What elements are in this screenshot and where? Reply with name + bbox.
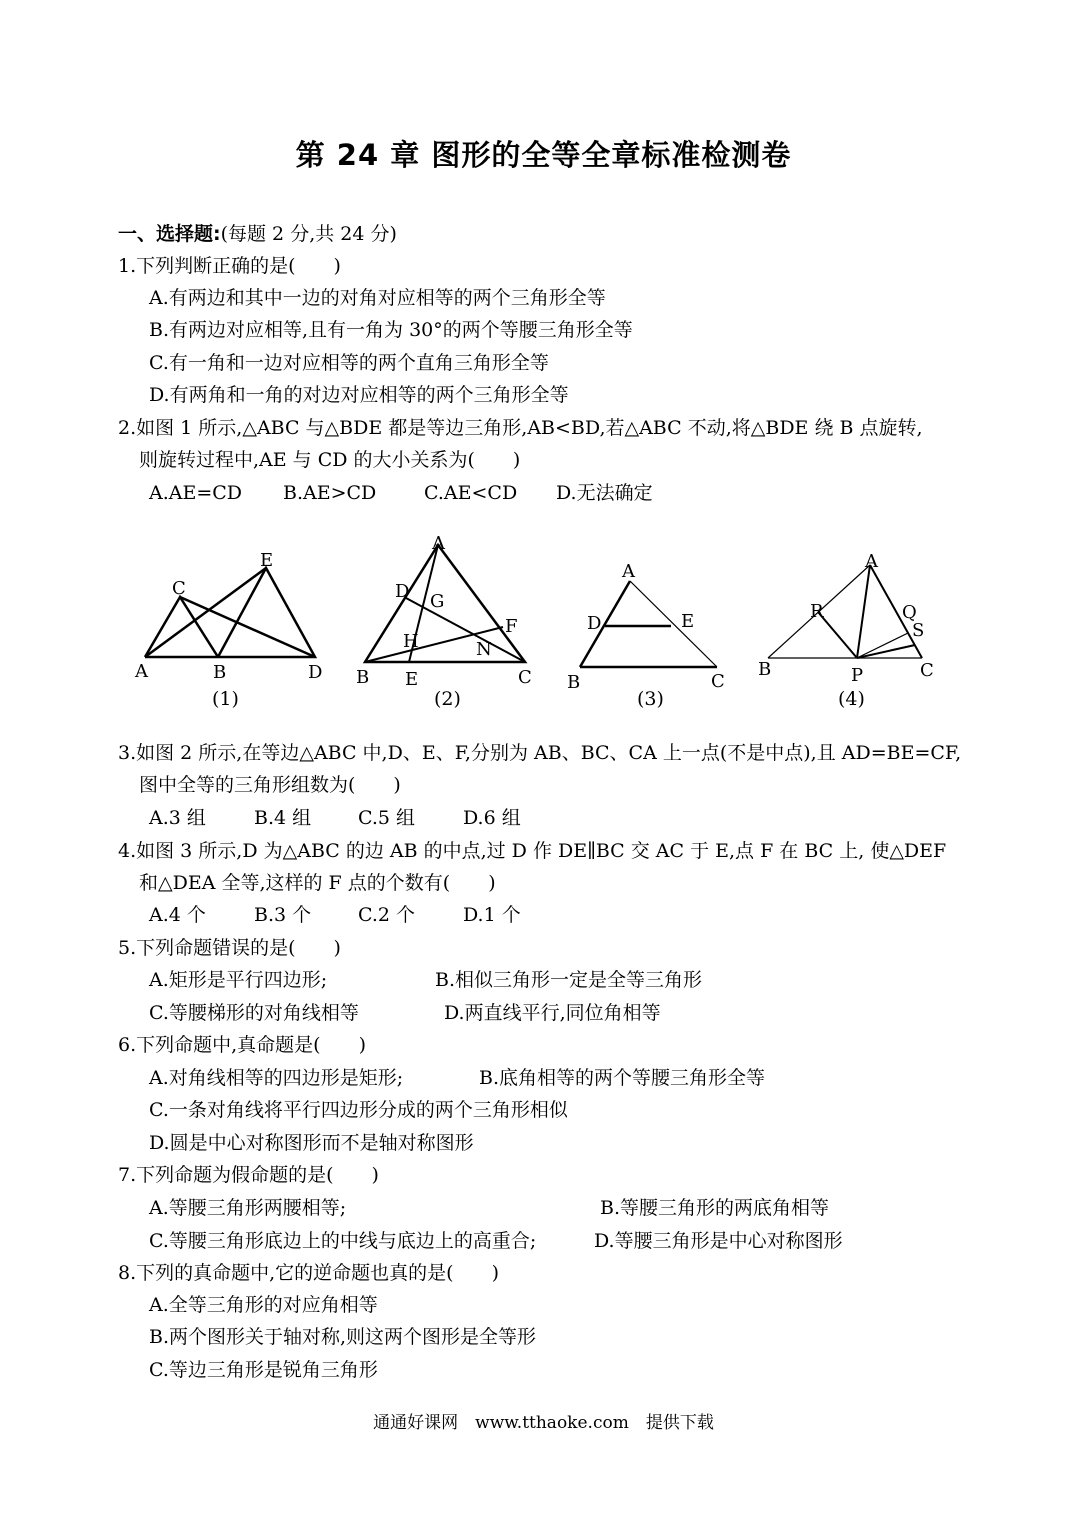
fig2-label-c: C — [518, 667, 532, 688]
fig3-label-c: C — [711, 671, 725, 692]
section-title: 一、选择题: — [118, 223, 221, 245]
figure-1-lines — [145, 568, 315, 657]
fig3-label-a: A — [622, 561, 635, 582]
fig4-label-b: B — [758, 659, 772, 680]
fig1-label-a: A — [135, 661, 148, 682]
q1-option-b: B.有两边对应相等,且有一角为 30°的两个等腰三角形全等 — [149, 319, 633, 341]
q5-option-c: C.等腰梯形的对角线相等 — [149, 1002, 359, 1024]
q2-stem-line1: 2.如图 1 所示,△ABC 与△BDE 都是等边三角形,AB<BD,若△ABC 不动,将△BDE 绕 B 点旋转, — [118, 417, 923, 439]
q5-option-b: B.相似三角形一定是全等三角形 — [435, 969, 703, 991]
q7-stem: 7.下列命题为假命题的是( ) — [118, 1164, 379, 1186]
fig4-label-c: C — [920, 660, 934, 681]
fig1-label-b: B — [213, 662, 227, 683]
q1-option-d: D.有两角和一角的对边对应相等的两个三角形全等 — [149, 384, 569, 406]
fig2-label-h: H — [403, 631, 419, 652]
section-heading — [118, 222, 397, 246]
q8-option-a: A.全等三角形的对应角相等 — [149, 1294, 378, 1316]
q7-option-a: A.等腰三角形两腰相等; — [149, 1197, 347, 1219]
fig3-label-e: E — [681, 611, 695, 632]
fig4-label-s: S — [912, 620, 925, 641]
figure-2-lines — [365, 545, 525, 662]
q4-option-b: B.3 个 — [254, 904, 312, 926]
q2-stem-line2: 则旋转过程中,AE 与 CD 的大小关系为( ) — [139, 449, 521, 471]
fig2-label-d: D — [395, 581, 410, 602]
q2-option-c: C.AE<CD — [424, 482, 518, 504]
q2-option-b: B.AE>CD — [283, 482, 377, 504]
q5-option-a: A.矩形是平行四边形; — [149, 969, 328, 991]
fig3-caption: (3) — [637, 688, 664, 710]
fig2-label-n: N — [476, 639, 492, 660]
q3-stem-line1: 3.如图 2 所示,在等边△ABC 中,D、E、F,分别为 AB、BC、CA 上一点(不是中点),且 AD=BE=CF, — [118, 742, 962, 764]
q5-stem: 5.下列命题错误的是( ) — [118, 937, 341, 959]
q4-option-d: D.1 个 — [463, 904, 521, 926]
q8-option-b: B.两个图形关于轴对称,则这两个图形是全等形 — [149, 1326, 537, 1348]
q4-stem-line1: 4.如图 3 所示,D 为△ABC 的边 AB 的中点,过 D 作 DE∥BC 交 AC 于 E,点 F 在 BC 上, 使△DEF — [118, 840, 947, 862]
fig2-caption: (2) — [434, 688, 461, 710]
q4-option-a: A.4 个 — [149, 904, 206, 926]
q6-option-b: B.底角相等的两个等腰三角形全等 — [479, 1067, 766, 1089]
fig1-label-c: C — [172, 578, 186, 599]
fig4-label-p: P — [851, 665, 864, 686]
fig1-label-e: E — [260, 550, 274, 571]
q1-stem: 1.下列判断正确的是( ) — [118, 255, 341, 277]
q6-option-d: D.圆是中心对称图形而不是轴对称图形 — [149, 1132, 474, 1154]
q2-option-d: D.无法确定 — [556, 482, 653, 504]
q6-stem: 6.下列命题中,真命题是( ) — [118, 1034, 366, 1056]
fig4-caption: (4) — [838, 688, 865, 710]
q7-option-d: D.等腰三角形是中心对称图形 — [594, 1230, 843, 1252]
figures-row — [120, 535, 960, 720]
fig2-label-a: A — [432, 535, 445, 554]
q4-stem-line2: 和△DEA 全等,这样的 F 点的个数有( ) — [139, 872, 496, 894]
fig3-label-b: B — [567, 672, 581, 693]
q6-option-c: C.一条对角线将平行四边形分成的两个三角形相似 — [149, 1099, 568, 1121]
fig1-label-d: D — [308, 662, 323, 683]
fig4-label-a: A — [865, 551, 878, 572]
fig3-label-d: D — [587, 613, 602, 634]
q8-stem: 8.下列的真命题中,它的逆命题也真的是( ) — [118, 1262, 499, 1284]
fig1-caption: (1) — [212, 688, 239, 710]
q1-option-a: A.有两边和其中一边的对角对应相等的两个三角形全等 — [149, 287, 606, 309]
q7-option-c: C.等腰三角形底边上的中线与底边上的高重合; — [149, 1230, 537, 1252]
page-title: 第 24 章 图形的全等全章标准检测卷 — [295, 138, 792, 172]
q6-option-a: A.对角线相等的四边形是矩形; — [149, 1067, 404, 1089]
q3-option-d: D.6 组 — [463, 807, 521, 829]
q7-option-b: B.等腰三角形的两底角相等 — [600, 1197, 830, 1219]
q3-option-a: A.3 组 — [149, 807, 206, 829]
fig2-label-g: G — [430, 591, 445, 612]
q3-option-c: C.5 组 — [358, 807, 416, 829]
fig2-label-b: B — [356, 667, 370, 688]
figures-svg — [120, 535, 960, 720]
fig4-label-r: R — [810, 601, 824, 622]
section-note: (每题 2 分,共 24 分) — [220, 223, 397, 245]
fig2-label-f: F — [505, 616, 518, 637]
q2-option-a: A.AE=CD — [149, 482, 243, 504]
q3-option-b: B.4 组 — [254, 807, 312, 829]
q5-option-d: D.两直线平行,同位角相等 — [444, 1002, 661, 1024]
q4-option-c: C.2 个 — [358, 904, 416, 926]
fig4-label-q: Q — [902, 602, 917, 623]
q8-option-c: C.等边三角形是锐角三角形 — [149, 1359, 378, 1381]
figure-4-lines — [768, 565, 925, 658]
q1-option-c: C.有一角和一边对应相等的两个直角三角形全等 — [149, 352, 549, 374]
fig2-label-e: E — [405, 669, 419, 690]
q3-stem-line2: 图中全等的三角形组数为( ) — [139, 774, 401, 796]
page-footer: 通通好课网 www.tthaoke.com 提供下载 — [373, 1413, 714, 1433]
